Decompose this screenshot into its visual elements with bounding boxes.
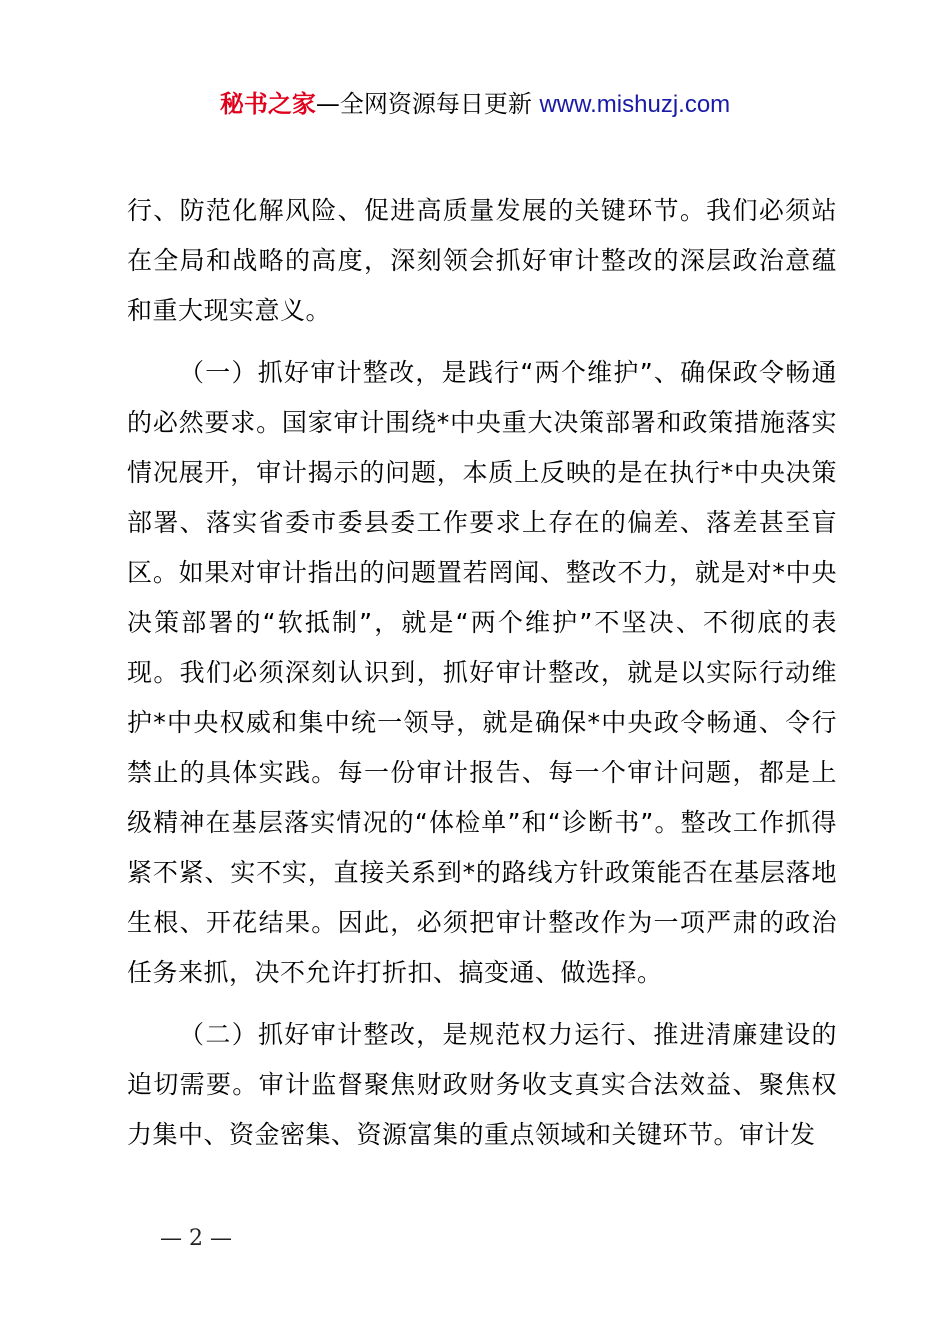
header-tagline: —全网资源每日更新 (315, 90, 532, 118)
brand-name: 秘书之家 (219, 90, 316, 118)
page-number: — 2 — (160, 1226, 232, 1251)
paragraph-section-1: （一）抓好审计整改，是践行“两个维护”、确保政令畅通的必然要求。国家审计围绕*中央重大决策部署和政策措施落实情况展开，审计揭示的问题，本质上反映的是在执行*中央决策部署、落实省委市委县委工作要求上存在的偏差、落差甚至盲区。如果对审计指出的问题置若罔闻、整改不力，就是对*中央决策部署的“软抵制”，就是“两个维护”不坚决、不彻底的表现。我们必须深刻认识到，抓好审计整改，就是以实际行动维护*中央权威和集中统一领导，就是确保*中央政令畅通、令行禁止的具体实践。每一份审计报告、每一个审计问题，都是上级精神在基层落实情况的“体检单”和“诊断书”。整改工作抓得紧不紧、实不实，直接关系到*的路线方针政策能否在基层落地生根、开花结果。因此，必须把审计整改作为一项严肃的政治任务来抓，决不允许打折扣、搞变通、做选择。 (127, 358, 837, 987)
paragraph-section-2: （二）抓好审计整改，是规范权力运行、推进清廉建设的迫切需要。审计监督聚焦财政财务收支真实合法效益、聚焦权力集中、资金密集、资源富集的重点领域和关键环节。审计发 (127, 1020, 837, 1149)
site-header (0, 86, 950, 123)
site-url-link[interactable]: www.mishuzj.com (539, 91, 731, 118)
document-body (127, 186, 837, 1160)
paragraph-continued: 行、防范化解风险、促进高质量发展的关键环节。我们必须站在全局和战略的高度，深刻领会抓好审计整改的深层政治意蕴和重大现实意义。 (127, 196, 837, 325)
